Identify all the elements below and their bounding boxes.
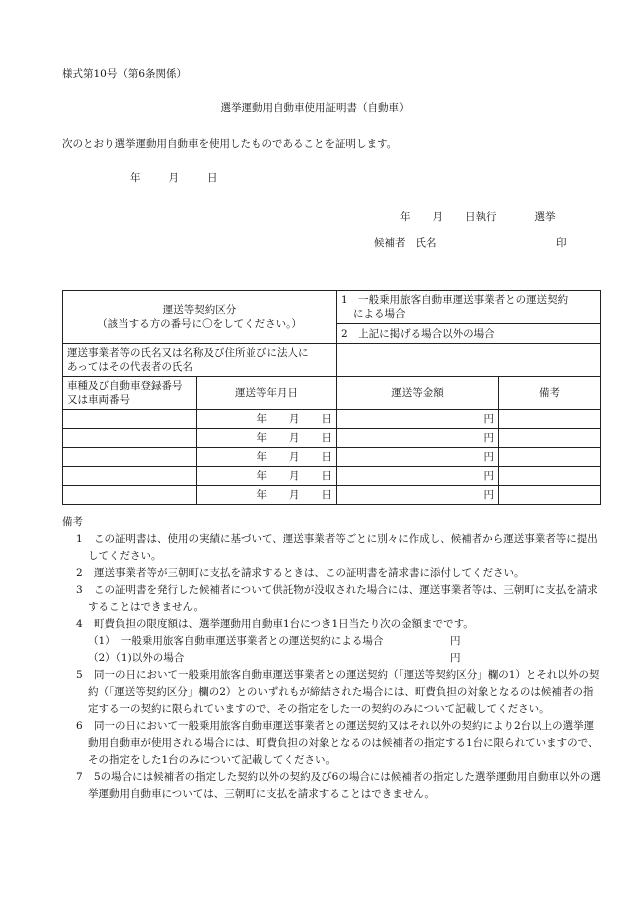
date-cell[interactable]: 年 月 日 [197, 467, 337, 486]
contract-category-note: （該当する方の番号に〇をしてください。） [97, 318, 302, 330]
election-year: 年 [400, 211, 411, 223]
amount-cell[interactable]: 円 [337, 429, 499, 448]
col-amount-header: 運送等金額 [337, 377, 499, 410]
amount-cell[interactable]: 円 [337, 467, 499, 486]
col-date-header: 運送等年月日 [197, 377, 337, 410]
col-vehicle-line2: 又は車両番号 [67, 394, 130, 406]
vehicle-cell[interactable] [63, 486, 197, 505]
operator-line2: あってはその代表者の氏名 [67, 361, 193, 373]
table-row [63, 467, 601, 486]
note-4-sub-1: （1） 一般乗用旅客自動車運送事業者との運送契約による場合 円 [88, 635, 461, 647]
candidate-line [374, 235, 437, 250]
option1-line1: 1 一般乗用旅客自動車運送事業者との運送契約 [341, 294, 569, 306]
col-remarks-header: 備考 [499, 377, 601, 410]
remarks-heading: 備考 [62, 516, 83, 528]
election-label: 選挙 [534, 211, 556, 223]
certification-statement: 次のとおり選挙運動用自動車を使用したものであることを証明します。 [62, 138, 398, 150]
remarks-cell[interactable] [499, 467, 601, 486]
candidate-label: 候補者 [374, 237, 406, 249]
vehicle-cell[interactable] [63, 410, 197, 429]
vehicle-cell[interactable] [63, 448, 197, 467]
date-cell[interactable]: 年 月 日 [197, 410, 337, 429]
remarks-cell[interactable] [499, 429, 601, 448]
date-month: 月 [168, 172, 179, 184]
operator-name-value[interactable] [337, 344, 601, 377]
table-row [63, 410, 601, 429]
election-day-exec: 日執行 [465, 211, 497, 223]
option1-line2: による場合 [353, 308, 406, 320]
amount-cell[interactable]: 円 [337, 410, 499, 429]
date-day: 日 [207, 172, 218, 184]
document-title: 選挙運動用自動車使用証明書（自動車） [220, 102, 410, 114]
contract-option-1 [337, 291, 601, 324]
election-month: 月 [432, 211, 443, 223]
remarks-cell[interactable] [499, 410, 601, 429]
usage-table [62, 290, 601, 505]
operator-line1: 運送事業者等の氏名又は名称及び住所並びに法人に [67, 347, 309, 359]
note-2: 2 運送事業者等が三朝町に支払を請求するときは、この証明書を請求書に添付してください。 [76, 567, 525, 579]
table-row [63, 448, 601, 467]
issue-date [130, 170, 218, 185]
note-6: 6 同一の日において一般乗用旅客自動車運送事業者との運送契約又はそれ以外の契約により2台以上の選挙運動用自動車が使用される場合には、町費負担の対象となるのは候補者の指定する1台に限られていますので、その指定をした1台のみについて記載してください。 [76, 720, 599, 766]
contract-category-label: 運送等契約区分 [162, 304, 237, 316]
remarks-cell[interactable] [499, 486, 601, 505]
operator-name-label [63, 344, 337, 377]
candidate-name-label: 氏名 [415, 237, 437, 249]
contract-option-2: 2 上記に掲げる場合以外の場合 [337, 324, 601, 344]
note-7: 7 5の場合には候補者の指定した契約以外の契約及び6の場合には候補者の指定した選挙運動用自動車以外の選挙運動用自動車については、三朝町に支払を請求することはできません。 [76, 771, 601, 800]
col-vehicle-line1: 車種及び自動車登録番号 [67, 380, 183, 392]
amount-cell[interactable]: 円 [337, 448, 499, 467]
vehicle-cell[interactable] [63, 429, 197, 448]
table-row [63, 486, 601, 505]
vehicle-cell[interactable] [63, 467, 197, 486]
remarks-cell[interactable] [499, 448, 601, 467]
note-5: 5 同一の日において一般乗用旅客自動車運送事業者との運送契約（「運送等契約区分」欄の1）とそれ以外の契約（「運送等契約区分」欄の2）とのいずれもが締結された場合には、町費負担の対象となるのは候補者の指定する一の契約に限られていますので、その指定をした一の契約のみについて記載してください。 [76, 669, 600, 715]
note-1: 1 この証明書は、使用の実績に基づいて、運送事業者等ごとに別々に作成し、候補者から運送事業者等に提出してください。 [76, 533, 598, 562]
date-year: 年 [130, 172, 141, 184]
election-line [400, 209, 556, 224]
date-cell[interactable]: 年 月 日 [197, 486, 337, 505]
date-cell[interactable]: 年 月 日 [197, 429, 337, 448]
note-4: 4 町費負担の限度額は、選挙運動用自動車1台につき1日当たり次の金額までです。 [76, 618, 474, 630]
note-3: 3 この証明書を発行した候補者について供託物が没収された場合には、運送事業者等は、三朝町に支払を請求することはできません。 [76, 584, 598, 613]
table-row [63, 429, 601, 448]
amount-cell[interactable]: 円 [337, 486, 499, 505]
note-4-sub-2: （2）（1)以外の場合 円 [88, 652, 461, 664]
contract-category-cell [63, 291, 337, 344]
form-number: 様式第10号（第6条関係） [62, 68, 188, 80]
col-vehicle-header [63, 377, 197, 410]
seal-mark: 印 [556, 237, 567, 249]
date-cell[interactable]: 年 月 日 [197, 448, 337, 467]
remarks-section [62, 514, 602, 803]
